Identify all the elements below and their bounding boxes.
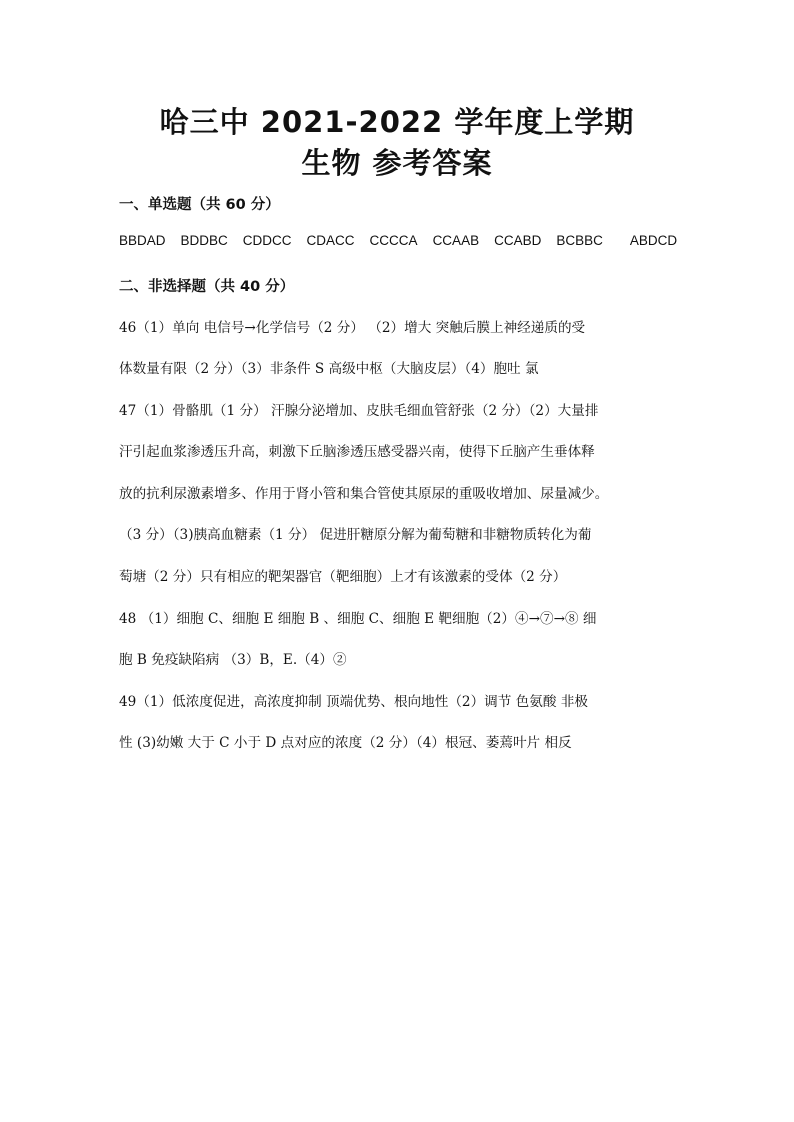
section-heading-non-choice: 二、非选择题（共 40 分） <box>119 279 295 295</box>
answer-group: CCAAB <box>432 233 480 248</box>
answer-line: 放的抗利尿激素增多、作用于肾小管和集合管使其原尿的重吸收增加、尿量减少。 <box>119 486 609 502</box>
single-choice-answers <box>119 233 679 248</box>
section-heading-single-choice: 一、单选题（共 60 分） <box>119 197 280 213</box>
answer-line: 性 (3)幼嫩 大于 C 小于 D 点对应的浓度（2 分）（4）根冠、萎蔫叶片 相反 <box>119 735 572 751</box>
answer-group: CCCCA <box>369 233 418 248</box>
answer-line: 汗引起血浆渗透压升高，刺激下丘脑渗透压感受器兴南，使得下丘脑产生垂体释 <box>119 444 595 460</box>
answer-line: 体数量有限（2 分）（3）非条件 S 高级中枢（大脑皮层）（4）胞吐 氯 <box>119 361 539 377</box>
answer-group: BDDBC <box>180 233 228 248</box>
answer-line: 49（1）低浓度促进，高浓度抑制 顶端优势、根向地性（2）调节 色氨酸 非极 <box>119 694 588 710</box>
answer-group: ABDCD <box>629 233 678 248</box>
answer-line: 47（1）骨骼肌（1 分） 汗腺分泌增加、皮肤毛细血管舒张（2 分）（2）大量排 <box>119 403 599 419</box>
answer-line: 46（1）单向 电信号→化学信号（2 分） （2）增大 突触后膜上神经递质的受 <box>119 320 586 336</box>
answer-line: （3 分）（3)胰高血糖素（1 分） 促进肝糖原分解为葡萄糖和非糖物质转化为葡 <box>119 527 592 543</box>
answer-line: 胞 B 免疫缺陷病 （3）B，E.（4）② <box>119 652 347 668</box>
answer-group: BBDAD <box>119 233 166 248</box>
answer-group: CDDCC <box>242 233 292 248</box>
document-title: 哈三中 2021-2022 学年度上学期 <box>159 105 635 139</box>
document-subtitle: 生物 参考答案 <box>301 146 493 180</box>
answer-line: 48 （1）细胞 C、细胞 E 细胞 B 、细胞 C、细胞 E 靶细胞（2）④→⑦→⑧ 细 <box>119 611 597 627</box>
answer-group: CCABD <box>494 233 542 248</box>
answer-line: 萄塘（2 分）只有相应的靶架器官（靶细胞）上才有该激素的受体（2 分） <box>119 569 567 585</box>
answer-group: CDACC <box>306 233 355 248</box>
answer-group: BCBBC <box>556 233 603 248</box>
